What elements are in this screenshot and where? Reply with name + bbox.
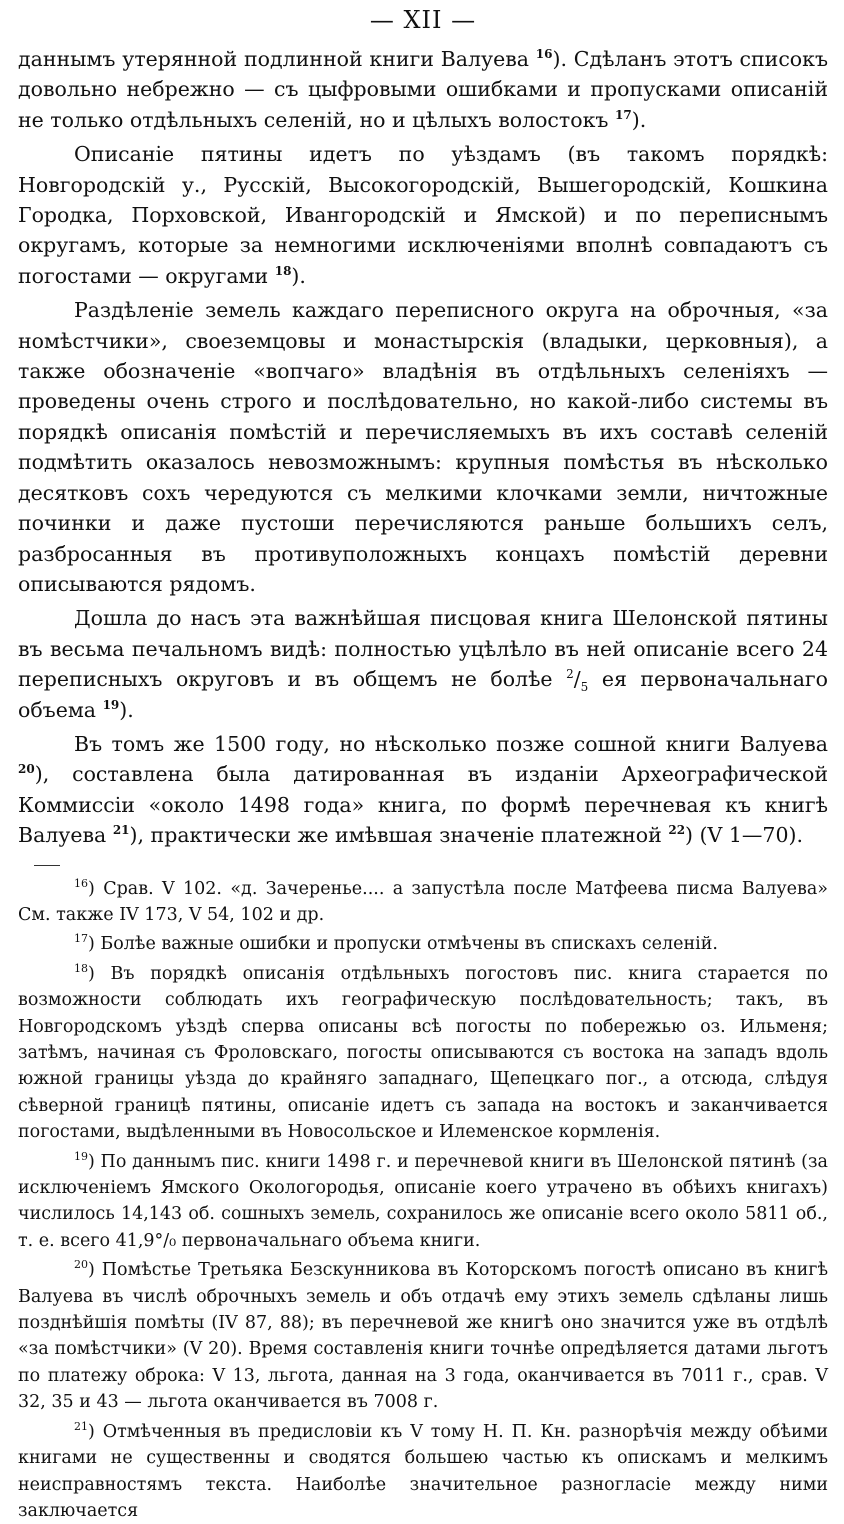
footnote-number: 21 [74, 1419, 88, 1433]
footnote-ref: 20 [18, 762, 35, 777]
footnote-number: 17 [74, 932, 88, 946]
footnote-ref: 19 [102, 697, 120, 712]
paragraph-4 [18, 603, 828, 725]
footnotes [18, 876, 828, 1524]
footnote-18 [18, 961, 828, 1146]
footnote-text: ) Отмѣченныя въ предисловіи къ V тому Н. П. Кн. разнорѣчія между обѣими книгами не существенны и сводятся большею частью къ опискамъ и мелкимъ неисправностямъ текста. Наиболѣе значительное разногласіе между ними заключается [18, 1421, 828, 1521]
footnote-text: ) Помѣстье Третьяка Безскунникова въ Которскомъ погостѣ описано въ книгѣ Валуева въ числѣ оброчныхъ земель и объ отдачѣ ему этихъ земель сдѣланы лишь позднѣйшія помѣты (IV 87, 88); въ перечневой же книгѣ оно значится уже въ отдѣлѣ «за помѣстчики» (V 20). Время составленія книги точнѣе опредѣляется датами льготъ по платежу оброка: V 13, льгота, данная на 3 года, оканчивается въ 7011 г., срав. V 32, 35 и 43 — льгота оканчивается въ 7008 г. [18, 1260, 828, 1413]
footnote-ref: 16 [535, 47, 553, 62]
page-number: — XII — [369, 6, 477, 34]
footnote-17 [18, 931, 828, 957]
footnote-21 [18, 1419, 828, 1524]
footnote-text: ) Въ порядкѣ описанія отдѣльныхъ погостовъ пис. книга старается по возможности соблюдать ихъ географическую послѣдовательность; такъ, въ Новгородскомъ уѣздѣ сперва описаны всѣ погосты по побережью оз. Ильменя; затѣмъ, начиная съ Фроловскаго, погосты описываются съ востока на западъ вдоль южной границы уѣзда до крайняго западнаго, Щепецкаго пог., а отсюда, слѣдуя сѣверной границѣ пятины, описаніе идетъ съ запада на востокъ и заканчивается погостами, выдѣленными въ Новосольское и Илеменское кормленія. [18, 963, 828, 1143]
paragraph-text: ). [291, 263, 306, 288]
footnote-ref: 18 [274, 264, 292, 279]
footnote-ref: 17 [615, 107, 632, 122]
fraction-denominator: 5 [580, 680, 589, 695]
footnote-20 [18, 1257, 828, 1415]
footnote-19 [18, 1149, 828, 1255]
paragraph-text: ). Сдѣланъ этотъ списокъ довольно небрежно — съ цыфровыми ошибками и пропусками описаній не только отдѣльныхъ селеній, но и цѣлыхъ волостокъ [18, 47, 828, 132]
paragraph-text: ). [631, 107, 647, 132]
footnote-ref: 21 [112, 823, 130, 838]
paragraph-5 [18, 729, 828, 851]
footnote-number: 16 [74, 876, 88, 890]
paragraph-3 [18, 295, 828, 599]
paragraph-2 [18, 139, 828, 291]
fraction: $^2/_5$ [566, 667, 589, 695]
footnote-number: 18 [74, 961, 88, 975]
footnote-text: ) Болѣе важные ошибки и пропуски отмѣчены въ спискахъ селеній. [88, 934, 718, 955]
footnote-16 [18, 876, 828, 929]
fraction-numerator: 2 [566, 667, 574, 682]
paragraph-1 [18, 44, 828, 135]
paragraph-text: Описаніе пятины идетъ по уѣздамъ (въ такомъ порядкѣ: Новгородскій у., Русскій, Высокогородскій, Вышегородскій, Кошкина Городка, Порховской, Ивангородскій и Ямской) и по переписнымъ округамъ, которые за немногими исключеніями вполнѣ совпадаютъ съ погостами — округами [18, 142, 828, 288]
paragraph-text: Въ томъ же 1500 году, но нѣсколько позже сошной книги Валуева [74, 731, 828, 756]
paragraph-text: ). [119, 697, 134, 722]
footnote-number: 20 [74, 1258, 88, 1272]
paragraph-text: ) (V 1—70). [685, 823, 804, 848]
footnote-text: ) Срав. V 102. «д. Зачеренье.... а запустѣла после Матфеева писма Валуева» См. также IV 173, V 54, 102 и др. [18, 878, 828, 925]
footnote-text: ) По даннымъ пис. книги 1498 г. и перечневой книги въ Шелонской пятинѣ (за исключеніемъ Ямского Окологородья, описаніе коего утрачено въ обѣихъ книгахъ) числилось 14,143 об. сошныхъ земель, сохранилось же описаніе всего около 5811 об., т. е. всего 41,9°/₀ первоначальнаго объема книги. [18, 1151, 828, 1251]
paragraph-text: даннымъ утерянной подлинной книги Валуева [18, 47, 529, 71]
paragraph-text: Раздѣленіе земель каждаго переписного округа на оброчныя, «за номѣстчики», своеземцовы и монастырскія (владыки, церковныя), а также обозначеніе «вопчаго» владѣнія въ отдѣльныхъ селеніяхъ — проведены очень строго и послѣдовательно, но какой-либо системы въ порядкѣ описанія помѣстій и перечисляемыхъ въ ихъ составѣ селеній подмѣтить оказалось невозможнымъ: крупныя помѣстья въ нѣсколько десятковъ сохъ чередуются съ мелкими клочками земли, ничтожные починки и даже пустоши перечисляются раньше большихъ селъ, разбросанныя въ противуположныхъ концахъ помѣстій деревни описываются рядомъ. [18, 298, 828, 596]
paragraph-text: ), практически же имѣвшая значеніе платежной [129, 823, 662, 848]
footnote-divider [34, 865, 60, 866]
footnote-ref: 22 [668, 823, 686, 838]
paragraph-text: ея первоначальнаго объема [18, 667, 828, 722]
paragraph-text: ), составлена была датированная въ изданіи Археографической Коммиссіи «около 1498 года» книга, по формѣ перечневая къ книгѣ Валуева [18, 762, 828, 848]
paragraph-text: Дошла до насъ эта важнѣйшая писцовая книга Шелонской пятины въ весьма печальномъ видѣ: полностью уцѣлѣло въ ней описаніе всего 24 переписныхъ округовъ и въ общемъ не болѣе [18, 606, 828, 692]
main-text [18, 44, 828, 851]
footnote-number: 19 [74, 1149, 88, 1163]
